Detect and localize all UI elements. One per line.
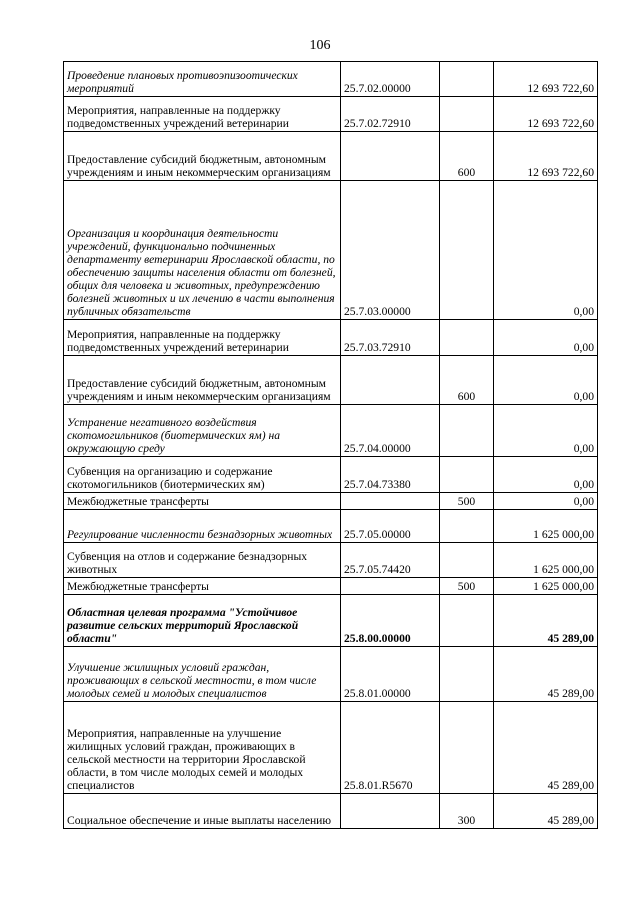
row-name: Мероприятия, направленные на улучшение жилищных условий граждан, проживающих в сельской местности на территории Ярославской области, в том числе молодых семей и молодых специалистов (64, 702, 341, 794)
row-code: 25.7.03.72910 (341, 320, 440, 356)
row-expense-type: 300 (440, 794, 494, 829)
row-sum: 12 693 722,60 (494, 97, 598, 132)
row-code: 25.7.02.72910 (341, 97, 440, 132)
row-code (341, 132, 440, 181)
row-code: 25.8.01.00000 (341, 647, 440, 702)
row-name: Предоставление субсидий бюджетным, автономным учреждениям и иным некоммерческим организациям (64, 356, 341, 405)
row-code: 25.7.04.00000 (341, 405, 440, 457)
row-expense-type (440, 457, 494, 493)
row-name: Мероприятия, направленные на поддержку подведомственных учреждений ветеринарии (64, 320, 341, 356)
row-code (341, 794, 440, 829)
row-expense-type (440, 62, 494, 97)
row-expense-type: 500 (440, 493, 494, 510)
row-expense-type (440, 595, 494, 647)
table-row (64, 181, 598, 320)
row-expense-type: 600 (440, 356, 494, 405)
page-number: 106 (309, 38, 331, 53)
row-expense-type (440, 405, 494, 457)
row-code: 25.7.05.00000 (341, 510, 440, 543)
row-expense-type: 500 (440, 578, 494, 595)
row-sum: 45 289,00 (494, 702, 598, 794)
row-expense-type (440, 543, 494, 578)
row-name: Межбюджетные трансферты (64, 578, 341, 595)
row-code: 25.7.03.00000 (341, 181, 440, 320)
row-name: Областная целевая программа "Устойчивое развитие сельских территорий Ярославской области" (64, 595, 341, 647)
row-sum: 12 693 722,60 (494, 62, 598, 97)
table-row (64, 794, 598, 829)
row-name: Проведение плановых противоэпизоотических мероприятий (64, 62, 341, 97)
row-code: 25.8.01.R5670 (341, 702, 440, 794)
table-row (64, 97, 598, 132)
table-row (64, 702, 598, 794)
row-name: Предоставление субсидий бюджетным, автономным учреждениям и иным некоммерческим организациям (64, 132, 341, 181)
row-sum: 0,00 (494, 320, 598, 356)
row-name: Субвенция на отлов и содержание безнадзорных животных (64, 543, 341, 578)
table-row (64, 543, 598, 578)
row-sum: 0,00 (494, 493, 598, 510)
row-name: Субвенция на организацию и содержание скотомогильников (биотермических ям) (64, 457, 341, 493)
row-code (341, 493, 440, 510)
row-name: Улучшение жилищных условий граждан, проживающих в сельской местности, в том числе молодых семей и молодых специалистов (64, 647, 341, 702)
row-name: Регулирование численности безнадзорных животных (64, 510, 341, 543)
table-body (64, 62, 598, 829)
table-row (64, 320, 598, 356)
row-sum: 12 693 722,60 (494, 132, 598, 181)
table-row (64, 578, 598, 595)
row-sum: 45 289,00 (494, 794, 598, 829)
budget-table (63, 61, 598, 829)
row-expense-type (440, 647, 494, 702)
row-expense-type (440, 97, 494, 132)
row-sum: 45 289,00 (494, 595, 598, 647)
row-name: Организация и координация деятельности учреждений, функционально подчиненных департаменту ветеринарии Ярославской области, по обеспечению защиты населения области от болезней, общих для человека и животных, предупреждению болезней животных и их лечению в части выполнения публичных обязательств (64, 181, 341, 320)
row-name: Межбюджетные трансферты (64, 493, 341, 510)
row-code (341, 356, 440, 405)
row-code: 25.7.04.73380 (341, 457, 440, 493)
row-expense-type: 600 (440, 132, 494, 181)
table-row (64, 457, 598, 493)
row-sum: 0,00 (494, 457, 598, 493)
row-sum: 0,00 (494, 405, 598, 457)
row-code (341, 578, 440, 595)
row-expense-type (440, 510, 494, 543)
row-expense-type (440, 181, 494, 320)
table-row (64, 405, 598, 457)
table-row (64, 595, 598, 647)
row-code: 25.7.02.00000 (341, 62, 440, 97)
table-row (64, 132, 598, 181)
row-name: Мероприятия, направленные на поддержку подведомственных учреждений ветеринарии (64, 97, 341, 132)
row-code: 25.8.00.00000 (341, 595, 440, 647)
row-name: Устранение негативного воздействия скотомогильников (биотермических ям) на окружающую среду (64, 405, 341, 457)
table-row (64, 62, 598, 97)
row-sum: 1 625 000,00 (494, 543, 598, 578)
row-code: 25.7.05.74420 (341, 543, 440, 578)
row-sum: 1 625 000,00 (494, 510, 598, 543)
row-sum: 0,00 (494, 356, 598, 405)
row-sum: 45 289,00 (494, 647, 598, 702)
row-expense-type (440, 702, 494, 794)
row-expense-type (440, 320, 494, 356)
table-row (64, 493, 598, 510)
table-row (64, 510, 598, 543)
table-row (64, 647, 598, 702)
row-sum: 1 625 000,00 (494, 578, 598, 595)
table-row (64, 356, 598, 405)
row-sum: 0,00 (494, 181, 598, 320)
row-name: Социальное обеспечение и иные выплаты населению (64, 794, 341, 829)
